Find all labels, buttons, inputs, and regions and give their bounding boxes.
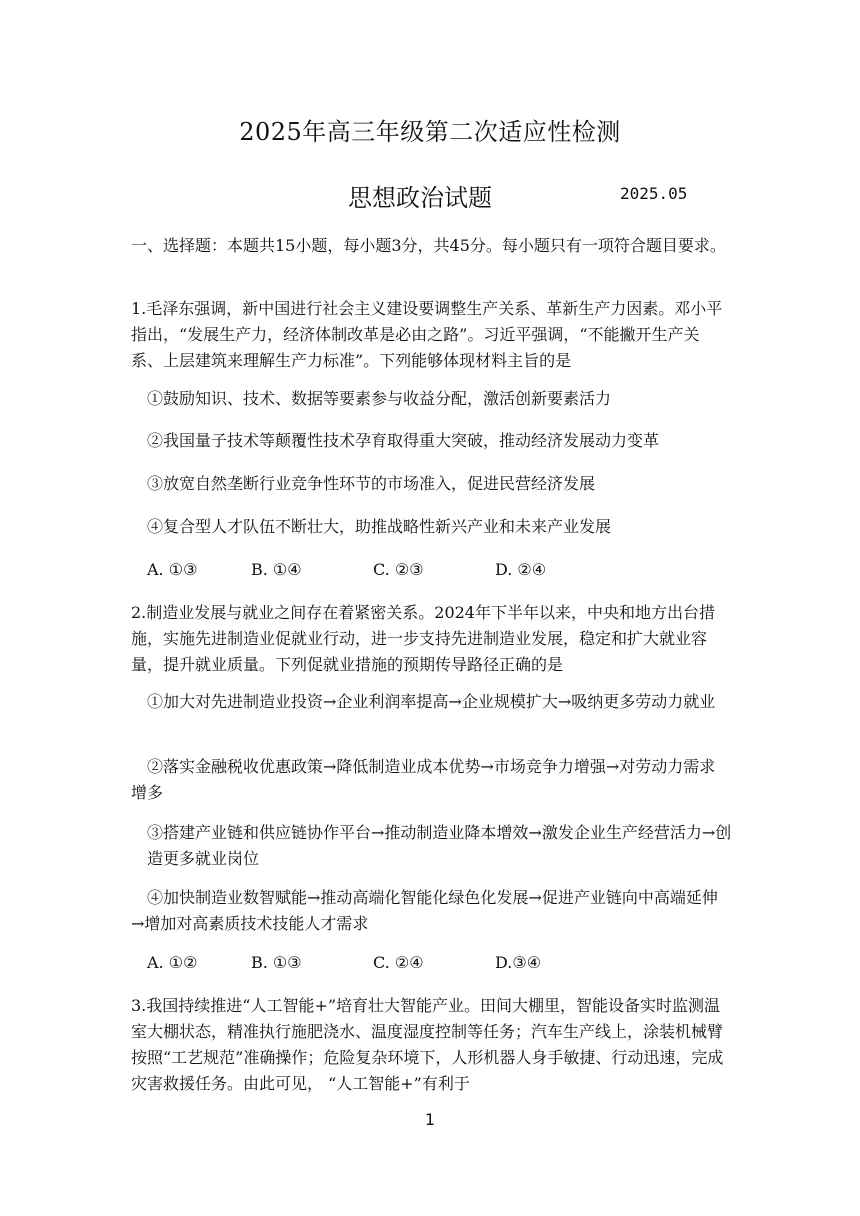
q2-option-c: C. ②④ — [373, 953, 424, 972]
q2-item-2: ②落实金融税收优惠政策→降低制造业成本优势→市场竞争力增强→对劳动力需求增多 — [131, 757, 716, 802]
q1-item-2: ②我国量子技术等颠覆性技术孕育取得重大突破，推动经济发展动力变革 — [147, 431, 660, 450]
q3-stem: 3.我国持续推进“人工智能+”培育壮大智能产业。田间大棚里，智能设备实时监测温室大棚状态，精准执行施肥浇水、温度湿度控制等任务；汽车生产线上，涂装机械臂按照“工艺规范”准确操作；危险复杂环境下，人形机器人身手敏捷、行动迅速，完成灾害救援任务。由此可见， “人工智能+”有利于 — [131, 996, 724, 1093]
exam-subject: 思想政治试题 — [348, 184, 492, 212]
q2-options — [147, 950, 541, 976]
q1-option-a: A. ①③ — [147, 560, 198, 579]
exam-title: 2025年高三年级第二次适应性检测 — [239, 118, 621, 146]
q2-option-d: D.③④ — [495, 953, 542, 972]
q2-item-3: ③搭建产业链和供应链协作平台→推动制造业降本增效→激发企业生产经营活力→创造更多就业岗位 — [147, 823, 732, 868]
q1-item-1: ①鼓励知识、技术、数据等要素参与收益分配，激活创新要素活力 — [147, 389, 612, 408]
q1-option-c: C. ②③ — [373, 560, 424, 579]
q2-item-1: ①加大对先进制造业投资→企业利润率提高→企业规模扩大→吸纳更多劳动力就业 — [147, 692, 716, 711]
exam-date: 2025.05 — [620, 184, 688, 203]
q1-item-4: ④复合型人才队伍不断壮大，助推战略性新兴产业和未来产业发展 — [147, 517, 612, 536]
q1-item-3: ③放宽自然垄断行业竞争性环节的市场准入，促进民营经济发展 — [147, 474, 596, 493]
page-number: 1 — [424, 1110, 436, 1129]
q1-option-b: B. ①④ — [251, 560, 302, 579]
q1-option-d: D. ②④ — [495, 560, 547, 579]
q2-option-b: B. ①③ — [251, 953, 302, 972]
q2-stem: 2.制造业发展与就业之间存在着紧密关系。2024年下半年以来，中央和地方出台措施，实施先进制造业促就业行动，进一步支持先进制造业发展，稳定和扩大就业容量，提升就业质量。下列促就业措施的预期传导路径正确的是 — [131, 603, 715, 674]
section-heading: 一、选择题：本题共15小题，每小题3分，共45分。每小题只有一项符合题目要求。 — [131, 236, 726, 255]
q1-options — [147, 557, 546, 583]
q2-item-4: ④加快制造业数智赋能→推动高端化智能化绿色化发展→促进产业链向中高端延伸→增加对高素质技术技能人才需求 — [131, 888, 718, 933]
q2-option-a: A. ①② — [147, 953, 198, 972]
q1-stem: 1.毛泽东强调，新中国进行社会主义建设要调整生产关系、革新生产力因素。邓小平指出，“发展生产力，经济体制改革是必由之路”。习近平强调，“不能撇开生产关系、上层建筑来理解生产力标准”。下列能够体现材料主旨的是 — [131, 299, 723, 370]
